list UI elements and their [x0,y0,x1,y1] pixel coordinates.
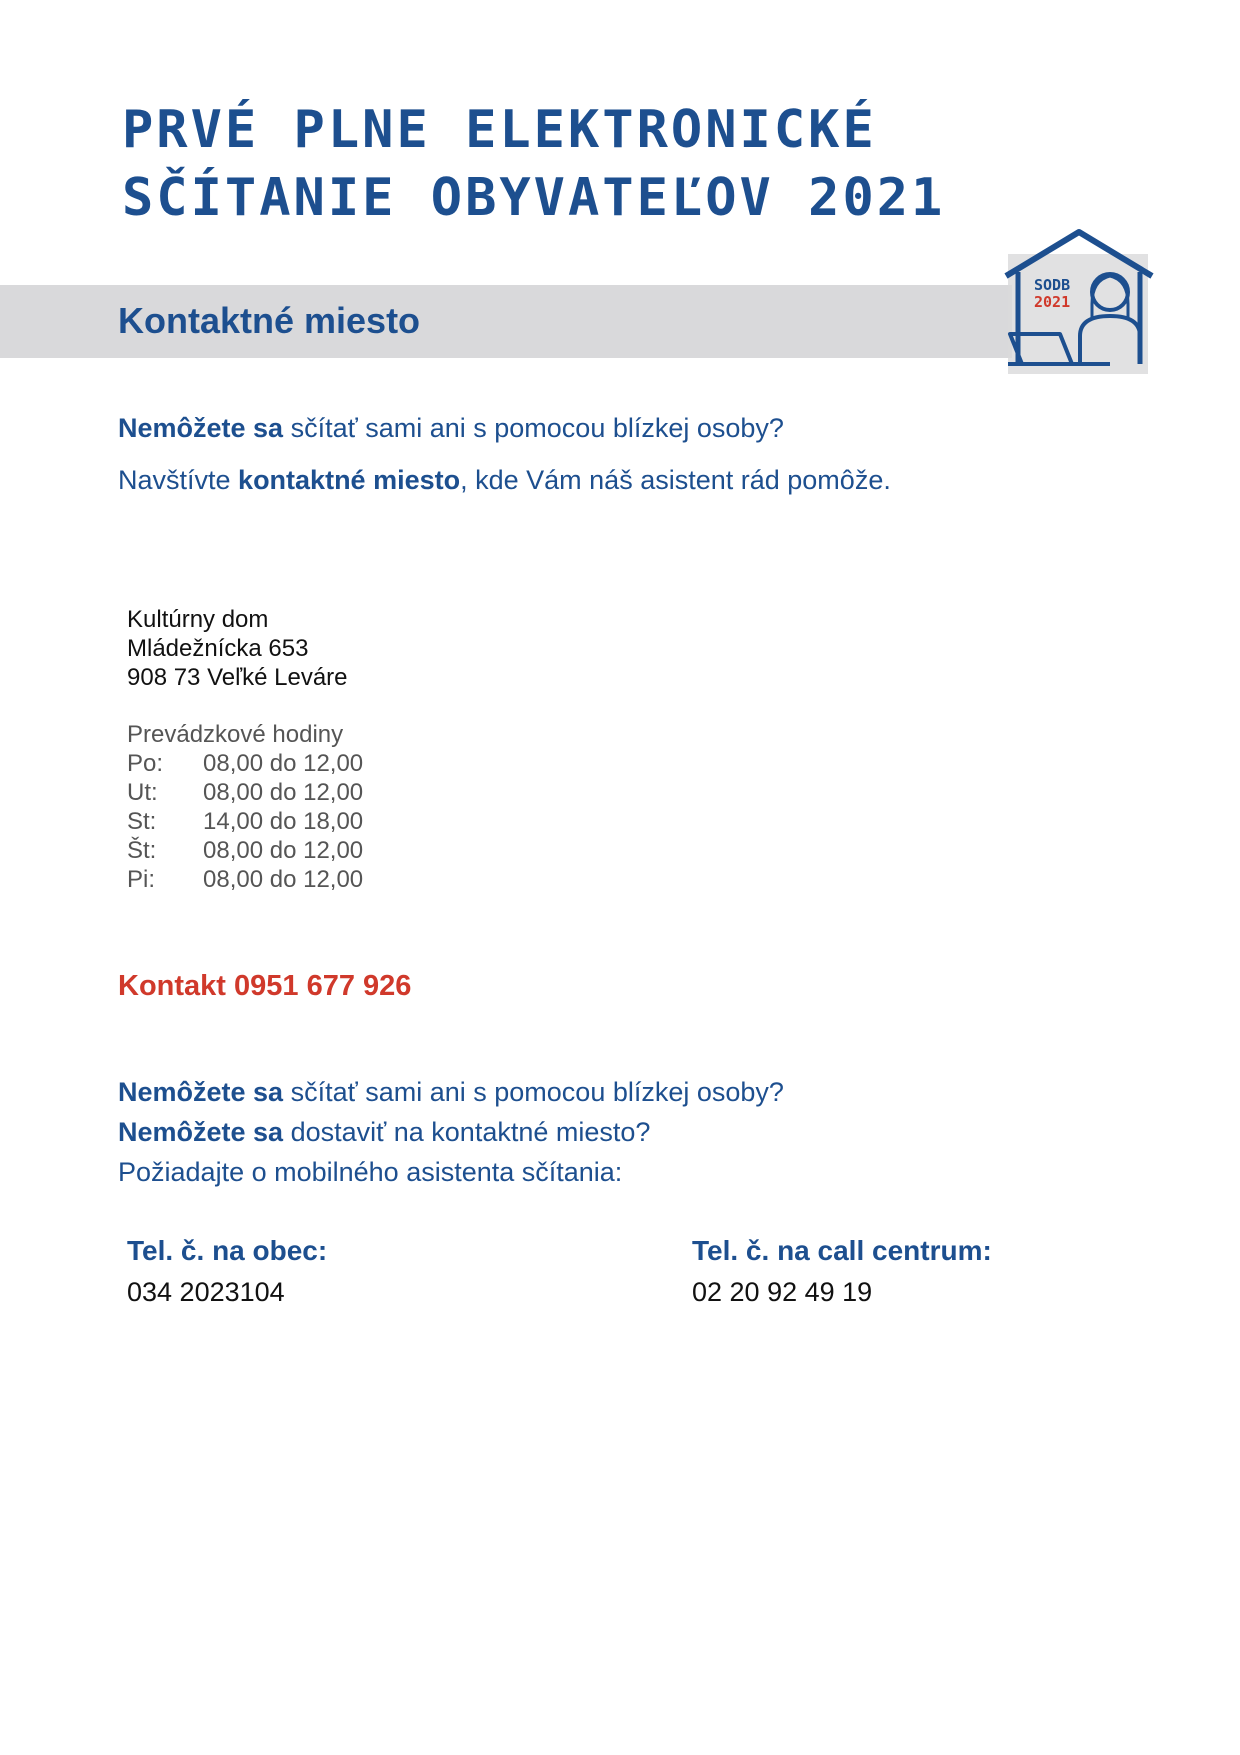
hours-day: St: [127,808,157,835]
phone-obec-label: Tel. č. na obec: [127,1235,328,1266]
page-title [122,96,945,232]
opening-hours [127,720,363,894]
hours-time: 08,00 do 12,00 [203,750,364,777]
phone-call-centrum [692,1235,992,1308]
second-line-2-rest: dostaviť na kontaktné miesto? [283,1117,651,1147]
intro-line-1-bold: Nemôžete sa [118,413,284,443]
hours-row [127,807,363,836]
title-line-1: PRVÉ PLNE ELEKTRONICKÉ [122,100,877,160]
address-block [127,605,348,692]
phone-call-label: Tel. č. na call centrum: [692,1235,992,1266]
hours-day: Ut: [127,779,158,806]
second-line-1-rest: sčítať sami ani s pomocou blízkej osoby? [283,1077,784,1107]
second-line-1-bold: Nemôžete sa [118,1077,284,1107]
intro-line-1 [118,412,891,444]
second-line-1 [118,1072,784,1112]
intro-line-2 [118,464,891,496]
hours-row [127,778,363,807]
contact-phone: Kontakt 0951 677 926 [118,970,412,1002]
house-census-assistant-icon [1000,224,1158,380]
title-line-2: SČÍTANIE OBYVATEĽOV 2021 [122,168,946,228]
hours-day: Št: [127,837,157,864]
hours-day: Po: [127,750,164,777]
mobile-assistant-text [118,1072,784,1192]
second-line-2 [118,1112,784,1152]
phone-obec-number: 034 2023104 [127,1277,285,1307]
hours-time: 14,00 do 18,00 [203,808,364,835]
hours-time: 08,00 do 12,00 [203,779,364,806]
hours-row [127,836,363,865]
second-line-2-bold: Nemôžete sa [118,1117,284,1147]
intro-line-2-pre: Navštívte [118,465,239,495]
intro-line-2-post: , kde Vám náš asistent rád pomôže. [460,465,891,495]
address-name: Kultúrny dom [127,606,269,633]
logo-text-top: SODB [1034,276,1071,294]
phone-obec [127,1235,327,1308]
second-line-3: Požiadajte o mobilného asistenta sčítania: [118,1157,623,1187]
logo-text-bottom: 2021 [1034,293,1071,311]
intro-text [118,412,891,516]
hours-time: 08,00 do 12,00 [203,837,364,864]
hours-row [127,749,363,778]
intro-line-1-rest: sčítať sami ani s pomocou blízkej osoby? [283,413,784,443]
hours-day: Pi: [127,866,156,893]
section-title: Kontaktné miesto [118,300,421,341]
hours-time: 08,00 do 12,00 [203,866,364,893]
hours-row [127,865,363,894]
intro-line-2-bold: kontaktné miesto [238,465,461,495]
address-street: Mládežnícka 653 [127,635,309,662]
address-city: 908 73 Veľké Leváre [127,664,348,691]
phone-call-number: 02 20 92 49 19 [692,1277,873,1307]
hours-heading: Prevádzkové hodiny [127,721,344,748]
